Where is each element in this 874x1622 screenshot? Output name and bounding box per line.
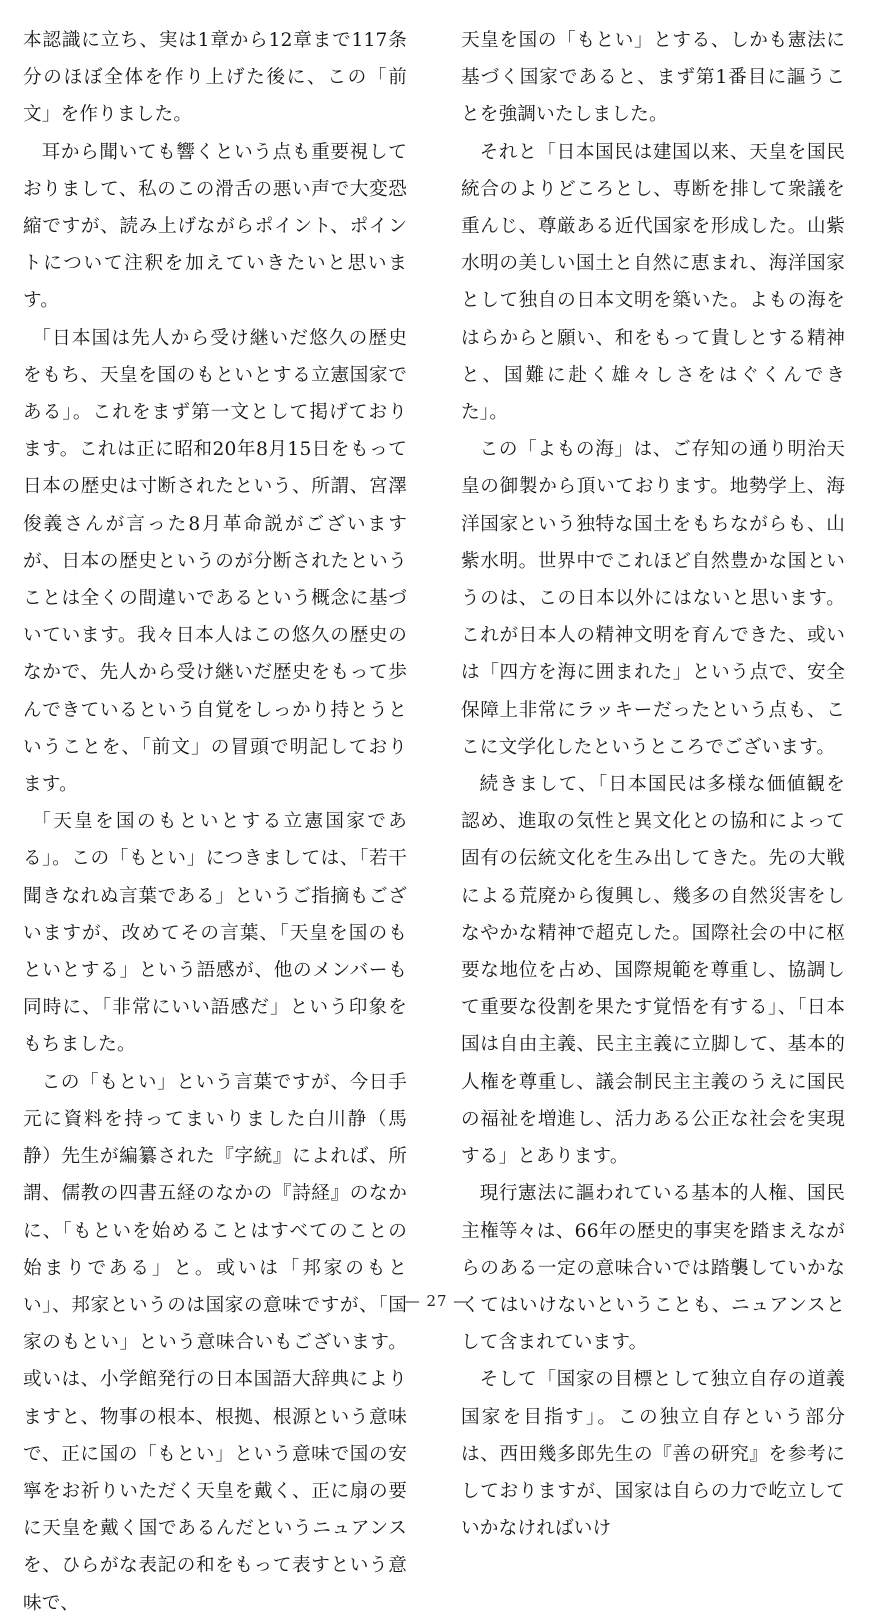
paragraph: 続きまして、「日本国民は多様な価値観を認め、進取の気性と異文化との協和によって固有の伝統文化を生み出してきた。先の大戦による荒廃から復興し、幾多の自然災害をしなやかな精神で超克した。国際社会の中に枢要な地位を占め、国際規範を尊重し、協調して重要な役割を果たす覚悟を有する」、「日本国は自由主義、民主主義に立脚して、基本的人権を尊重し、議会制民主主義のうえに国民の福祉を増進し、活力ある公正な社会を実現する」とあります。 [461, 774, 845, 1168]
paragraph: 現行憲法に謳われている基本的人権、国民主権等々は、66年の歴史的事実を踏まえながらのある一定の意味合いでは踏襲していかなくてはいけないということも、ニュアンスとして含まれています。 [461, 1183, 845, 1354]
paragraph: 本認識に立ち、実は1章から12章まで117条分のほぼ全体を作り上げた後に、この「前文」を作りました。 [23, 30, 407, 126]
left-text-column [23, 22, 407, 1622]
paragraph: この「よもの海」は、ご存知の通り明治天皇の御製から頂いております。地勢学上、海洋国家という独特な国土をもちながらも、山紫水明。世界中でこれほど自然豊かな国というのは、この日本以外にはないと思います。これが日本人の精神文明を育んできた、或いは「四方を海に囲まれた」という点で、安全保障上非常にラッキーだったという点も、ここに文学化したというところでございます。 [461, 439, 845, 758]
paragraph: 「日本国は先人から受け継いだ悠久の歴史をもち、天皇を国のもといとする立憲国家である」。これをまず第一文として掲げております。これは正に昭和20年8月15日をもって日本の歴史は寸断されたという、所謂、宮澤俊義さんが言った8月革命説がございますが、日本の歴史というのが分断されたということは全くの間違いであるという概念に基づいています。我々日本人はこの悠久の歴史のなかで、先人から受け継いだ歴史をもって歩んできているという自覚をしっかり持とうということを、「前文」の冒頭で明記しております。 [23, 327, 407, 796]
paragraph: この「もとい」という言葉ですが、今日手元に資料を持ってまいりました白川静（馬静）先生が編纂された『字統』によれば、所謂、儒教の四書五経のなかの『詩経』のなかに、「もといを始めることはすべてのことの始まりである」と。或いは「邦家のもとい」、邦家というのは国家の意味ですが、「国家のもとい」という意味合いもございます。或いは、小学館発行の日本国語大辞典によりますと、物事の根本、根拠、根源という意味で、正に国の「もとい」という意味で国の安寧をお祈りいただく天皇を戴く、正に扇の要に天皇を戴く国であるんだというニュアンスを、ひらがな表記の和をもって表すという意味で、 [23, 1071, 407, 1614]
right-text-column [461, 22, 845, 1547]
page-number: — 27 — [404, 1292, 470, 1310]
paragraph: 「天皇を国のもといとする立憲国家である」。この「もとい」につきましては、「若干聞きなれぬ言葉である」というご指摘もございますが、改めてその言葉、「天皇を国のもといとする」という語感が、他のメンバーも同時に、「非常にいい語感だ」という印象をもちました。 [23, 811, 407, 1056]
paragraph: 耳から聞いても響くという点も重要視しておりまして、私のこの滑舌の悪い声で大変恐縮ですが、読み上げながらポイント、ポイントについて注釈を加えていきたいと思います。 [23, 141, 407, 312]
paragraph: それと「日本国民は建国以来、天皇を国民統合のよりどころとし、専断を排して衆議を重んじ、尊厳ある近代国家を形成した。山紫水明の美しい国土と自然に恵まれ、海洋国家として独自の日本文明を築いた。よもの海をはらからと願い、和をもって貴しとする精神と、国難に赴く雄々しさをはぐくんできた」。 [461, 141, 845, 424]
paragraph: 天皇を国の「もとい」とする、しかも憲法に基づく国家であると、まず第1番目に謳うことを強調いたしました。 [461, 30, 845, 126]
paragraph: そして「国家の目標として独立自存の道義国家を目指す」。この独立自存という部分は、西田幾多郎先生の『善の研究』を参考にしておりますが、国家は自らの力で屹立していかなければいけ [461, 1369, 845, 1540]
